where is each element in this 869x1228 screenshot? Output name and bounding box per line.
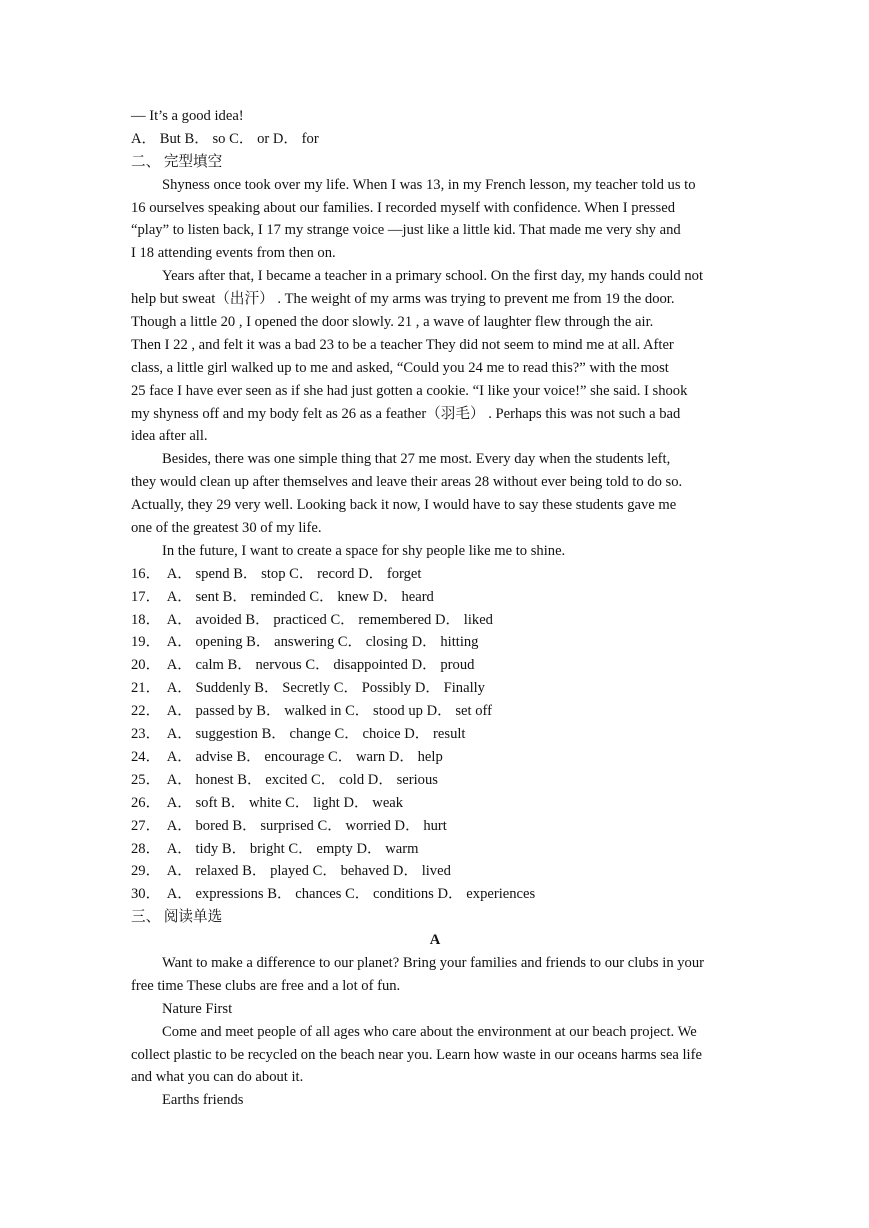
option-c: C． record	[289, 565, 355, 582]
option-b: B． excited	[237, 771, 308, 788]
cloze-passage-line: class, a little girl walked up to me and asked, “Could you 24 me to read this?” with the most	[131, 359, 669, 376]
question-number: 22．	[131, 703, 161, 720]
cloze-passage-line: Actually, they 29 very well. Looking back it now, I would have to say these students gave me	[131, 497, 677, 514]
question-row	[131, 609, 739, 632]
option-c: C． closing	[337, 634, 408, 651]
option-c: C． empty	[288, 840, 353, 857]
cloze-passage-line: help but sweat（出汗） . The weight of my arms was trying to prevent me from 19 the door.	[131, 291, 675, 308]
reading-passage-line: Want to make a difference to our planet? Bring your families and friends to our clubs in your	[162, 954, 705, 971]
section-heading-cloze: 二、 完型填空	[131, 153, 223, 170]
section-heading-reading: 三、 阅读单选	[131, 909, 223, 926]
document-content	[131, 105, 739, 1112]
option-d: D． lived	[392, 863, 451, 880]
cloze-passage-line: my shyness off and my body felt as 26 as a feather（羽毛） . Perhaps this was not such a bad	[131, 405, 681, 422]
cloze-passage-line: they would clean up after themselves and leave their areas 28 without ever being told to do so.	[131, 474, 683, 491]
reading-passage	[131, 952, 739, 1112]
option-a: A． Suddenly	[166, 680, 251, 697]
question-row	[131, 677, 739, 700]
option-c: C． remembered	[330, 611, 432, 628]
option-b: B． chances	[267, 886, 342, 903]
option-c: C． worried	[317, 817, 391, 834]
option-b: B． bright	[221, 840, 285, 857]
option-b: B． stop	[233, 565, 286, 582]
question-row	[131, 723, 739, 746]
option-d: D． experiences	[437, 886, 536, 903]
question-row	[131, 746, 739, 769]
option-a: A． relaxed	[166, 863, 239, 880]
option-a: A． suggestion	[166, 726, 258, 743]
option-b: B． nervous	[227, 657, 302, 674]
question-row	[131, 563, 739, 586]
option-a: A． soft	[166, 794, 218, 811]
option-b: B． encourage	[236, 748, 325, 765]
question-number: 16．	[131, 565, 161, 582]
cloze-passage-line: Though a little 20 , I opened the door slowly. 21 , a wave of laughter flew through the air.	[131, 314, 654, 331]
dialogue-line: — It’s a good idea!	[131, 108, 244, 124]
option-d: D． hitting	[411, 634, 479, 651]
question-row	[131, 769, 739, 792]
question-row	[131, 654, 739, 677]
option-a: A． passed by	[166, 703, 253, 720]
option-d: D． Finally	[414, 680, 485, 697]
option-a: A． bored	[166, 817, 229, 834]
reading-passage-line: and what you can do about it.	[131, 1069, 304, 1086]
option-d: D． weak	[343, 794, 404, 811]
option-d: D． proud	[411, 657, 475, 674]
option-c: C． knew	[309, 588, 369, 605]
option-a: A． sent	[166, 588, 219, 605]
option-c: C． warn	[328, 748, 386, 765]
option-a: A． expressions	[166, 886, 264, 903]
question-number: 20．	[131, 657, 161, 674]
reading-part-label: A	[429, 932, 441, 949]
question-number: 17．	[131, 588, 161, 605]
option-d: D． warm	[356, 840, 419, 857]
option-c: C． disappointed	[305, 657, 408, 674]
option-c: C． Possibly	[333, 680, 412, 697]
option-d: D． serious	[367, 771, 438, 788]
question-row	[131, 792, 739, 815]
question-row	[131, 815, 739, 838]
option-a: A． spend	[166, 565, 230, 582]
cloze-passage-line: Shyness once took over my life. When I was 13, in my French lesson, my teacher told us to	[162, 176, 696, 193]
question-number: 18．	[131, 611, 161, 628]
option-d: D． result	[404, 726, 466, 743]
question-number: 25．	[131, 771, 161, 788]
option-d: D． set off	[426, 703, 492, 720]
option-d: D． forget	[358, 565, 422, 582]
option-c: C． conditions	[345, 886, 434, 903]
option-d: D． hurt	[394, 817, 447, 834]
question-number: 29．	[131, 863, 161, 880]
cloze-passage-line: I 18 attending events from then on.	[131, 245, 336, 262]
question-row	[131, 838, 739, 861]
question-row	[131, 883, 739, 906]
cloze-passage-line: 16 ourselves speaking about our families. I recorded myself with confidence. When I pressed	[131, 199, 675, 216]
question-number: 24．	[131, 748, 161, 765]
cloze-passage-line: In the future, I want to create a space for shy people like me to shine.	[162, 542, 566, 559]
cloze-questions	[131, 563, 739, 906]
option-b: B． reminded	[222, 588, 306, 605]
question-row	[131, 586, 739, 609]
question-number: 23．	[131, 726, 161, 743]
option-c: C． choice	[334, 726, 401, 743]
question-row	[131, 860, 739, 883]
option-b: B． change	[261, 726, 331, 743]
reading-passage-line: Come and meet people of all ages who care about the environment at our beach project. We	[162, 1023, 697, 1040]
question-number: 30．	[131, 886, 161, 903]
option-b: B． white	[221, 794, 282, 811]
option-d: D． liked	[435, 611, 493, 628]
cloze-passage-line: Besides, there was one simple thing that 27 me most. Every day when the students left,	[162, 451, 671, 468]
option-c: C． behaved	[312, 863, 390, 880]
option-b: B． played	[242, 863, 309, 880]
option-a: A． avoided	[166, 611, 242, 628]
cloze-passage-line: Years after that, I became a teacher in a primary school. On the first day, my hands could not	[162, 268, 704, 285]
option-a: A． honest	[166, 771, 234, 788]
option-b: B． walked in	[256, 703, 342, 720]
option-c: C． stood up	[345, 703, 423, 720]
question-number: 19．	[131, 634, 161, 651]
option-a: A． advise	[166, 748, 233, 765]
option-b: B． Secretly	[254, 680, 331, 697]
cloze-passage-line: idea after all.	[131, 428, 208, 445]
question-number: 28．	[131, 840, 161, 857]
option-a: A． opening	[166, 634, 243, 651]
option-b: B． surprised	[232, 817, 314, 834]
question-row	[131, 700, 739, 723]
cloze-passage-line: one of the greatest 30 of my life.	[131, 520, 322, 537]
question-row	[131, 631, 739, 654]
cloze-passage	[131, 174, 739, 563]
option-b: B． answering	[246, 634, 335, 651]
option-d: D． heard	[372, 588, 434, 605]
option-a: A． calm	[166, 657, 224, 674]
option-c: C． light	[285, 794, 340, 811]
option-b: B． practiced	[245, 611, 327, 628]
reading-passage-line: Earths friends	[162, 1092, 244, 1109]
reading-passage-line: Nature First	[162, 1000, 233, 1017]
reading-passage-line: collect plastic to be recycled on the beach near you. Learn how waste in our oceans harms sea life	[131, 1046, 702, 1063]
question-number: 26．	[131, 794, 161, 811]
reading-passage-line: free time These clubs are free and a lot of fun.	[131, 977, 401, 994]
cloze-passage-line: “play” to listen back, I 17 my strange voice —just like a little kid. That made me very shy and	[131, 222, 681, 239]
question-number: 21．	[131, 680, 161, 697]
option-c: C． cold	[311, 771, 365, 788]
cloze-passage-line: 25 face I have ever seen as if she had just gotten a cookie. “I like your voice!” she said. I shook	[131, 382, 688, 399]
cloze-passage-line: Then I 22 , and felt it was a bad 23 to be a teacher They did not seem to mind me at all. After	[131, 336, 674, 353]
option-d: D． help	[388, 748, 443, 765]
question-number: 27．	[131, 817, 161, 834]
answer-options-line: A． But B． so C． or D． for	[131, 130, 319, 147]
option-a: A． tidy	[166, 840, 219, 857]
